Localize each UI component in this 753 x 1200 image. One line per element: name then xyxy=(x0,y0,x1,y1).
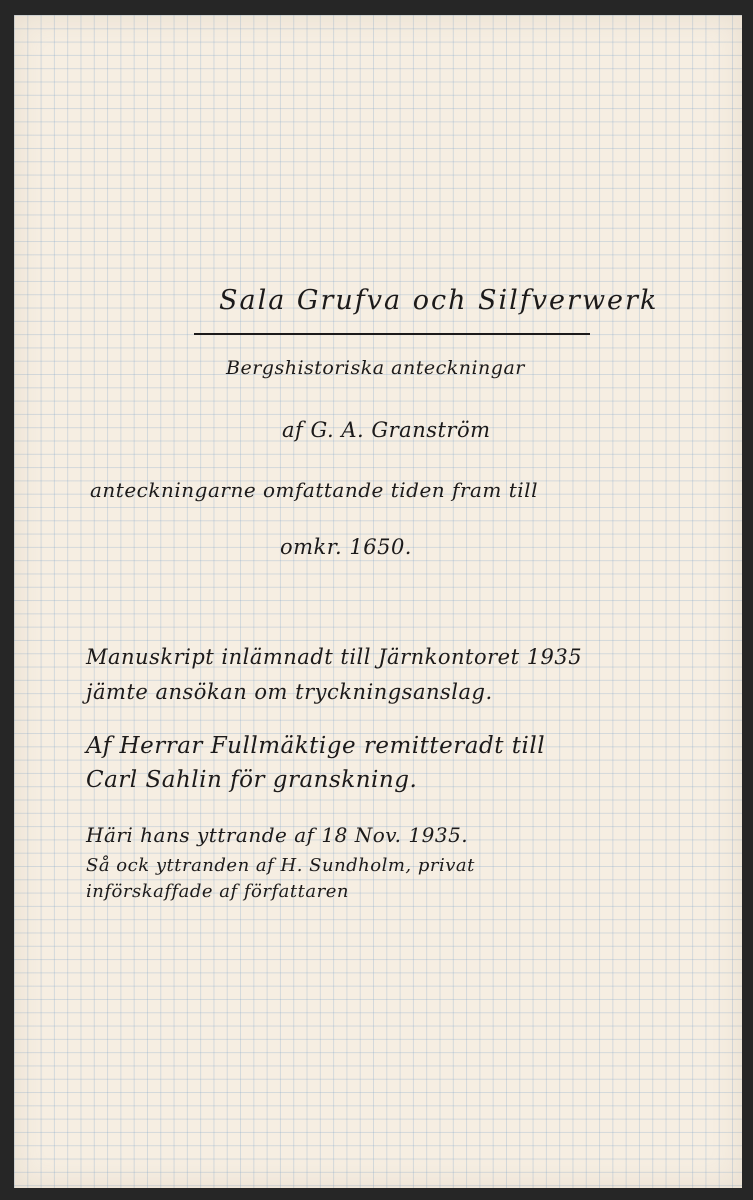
note-1-line-2: jämte ansökan om tryckningsanslag. xyxy=(86,680,493,704)
document-title: Sala Grufva och Silfverwerk xyxy=(219,285,659,316)
subtitle-line-3: anteckningarne omfattande tiden fram till xyxy=(90,478,538,502)
title-underline xyxy=(194,333,590,335)
note-3-line-2: Så ock yttranden af H. Sundholm, privat xyxy=(86,855,475,876)
manuscript-page xyxy=(14,15,742,1188)
note-2-line-2: Carl Sahlin för granskning. xyxy=(86,767,418,793)
note-3-line-3: införskaffade af författaren xyxy=(86,881,349,902)
subtitle-line-1: Bergshistoriska anteckningar xyxy=(226,357,525,379)
author-line: af G. A. Granström xyxy=(282,418,491,442)
note-3-line-1: Häri hans yttrande af 18 Nov. 1935. xyxy=(86,823,469,847)
note-2-line-1: Af Herrar Fullmäktige remitteradt till xyxy=(86,733,546,759)
subtitle-line-4: omkr. 1650. xyxy=(280,535,412,559)
note-1-line-1: Manuskript inlämnadt till Järnkontoret 1935 xyxy=(86,645,583,669)
